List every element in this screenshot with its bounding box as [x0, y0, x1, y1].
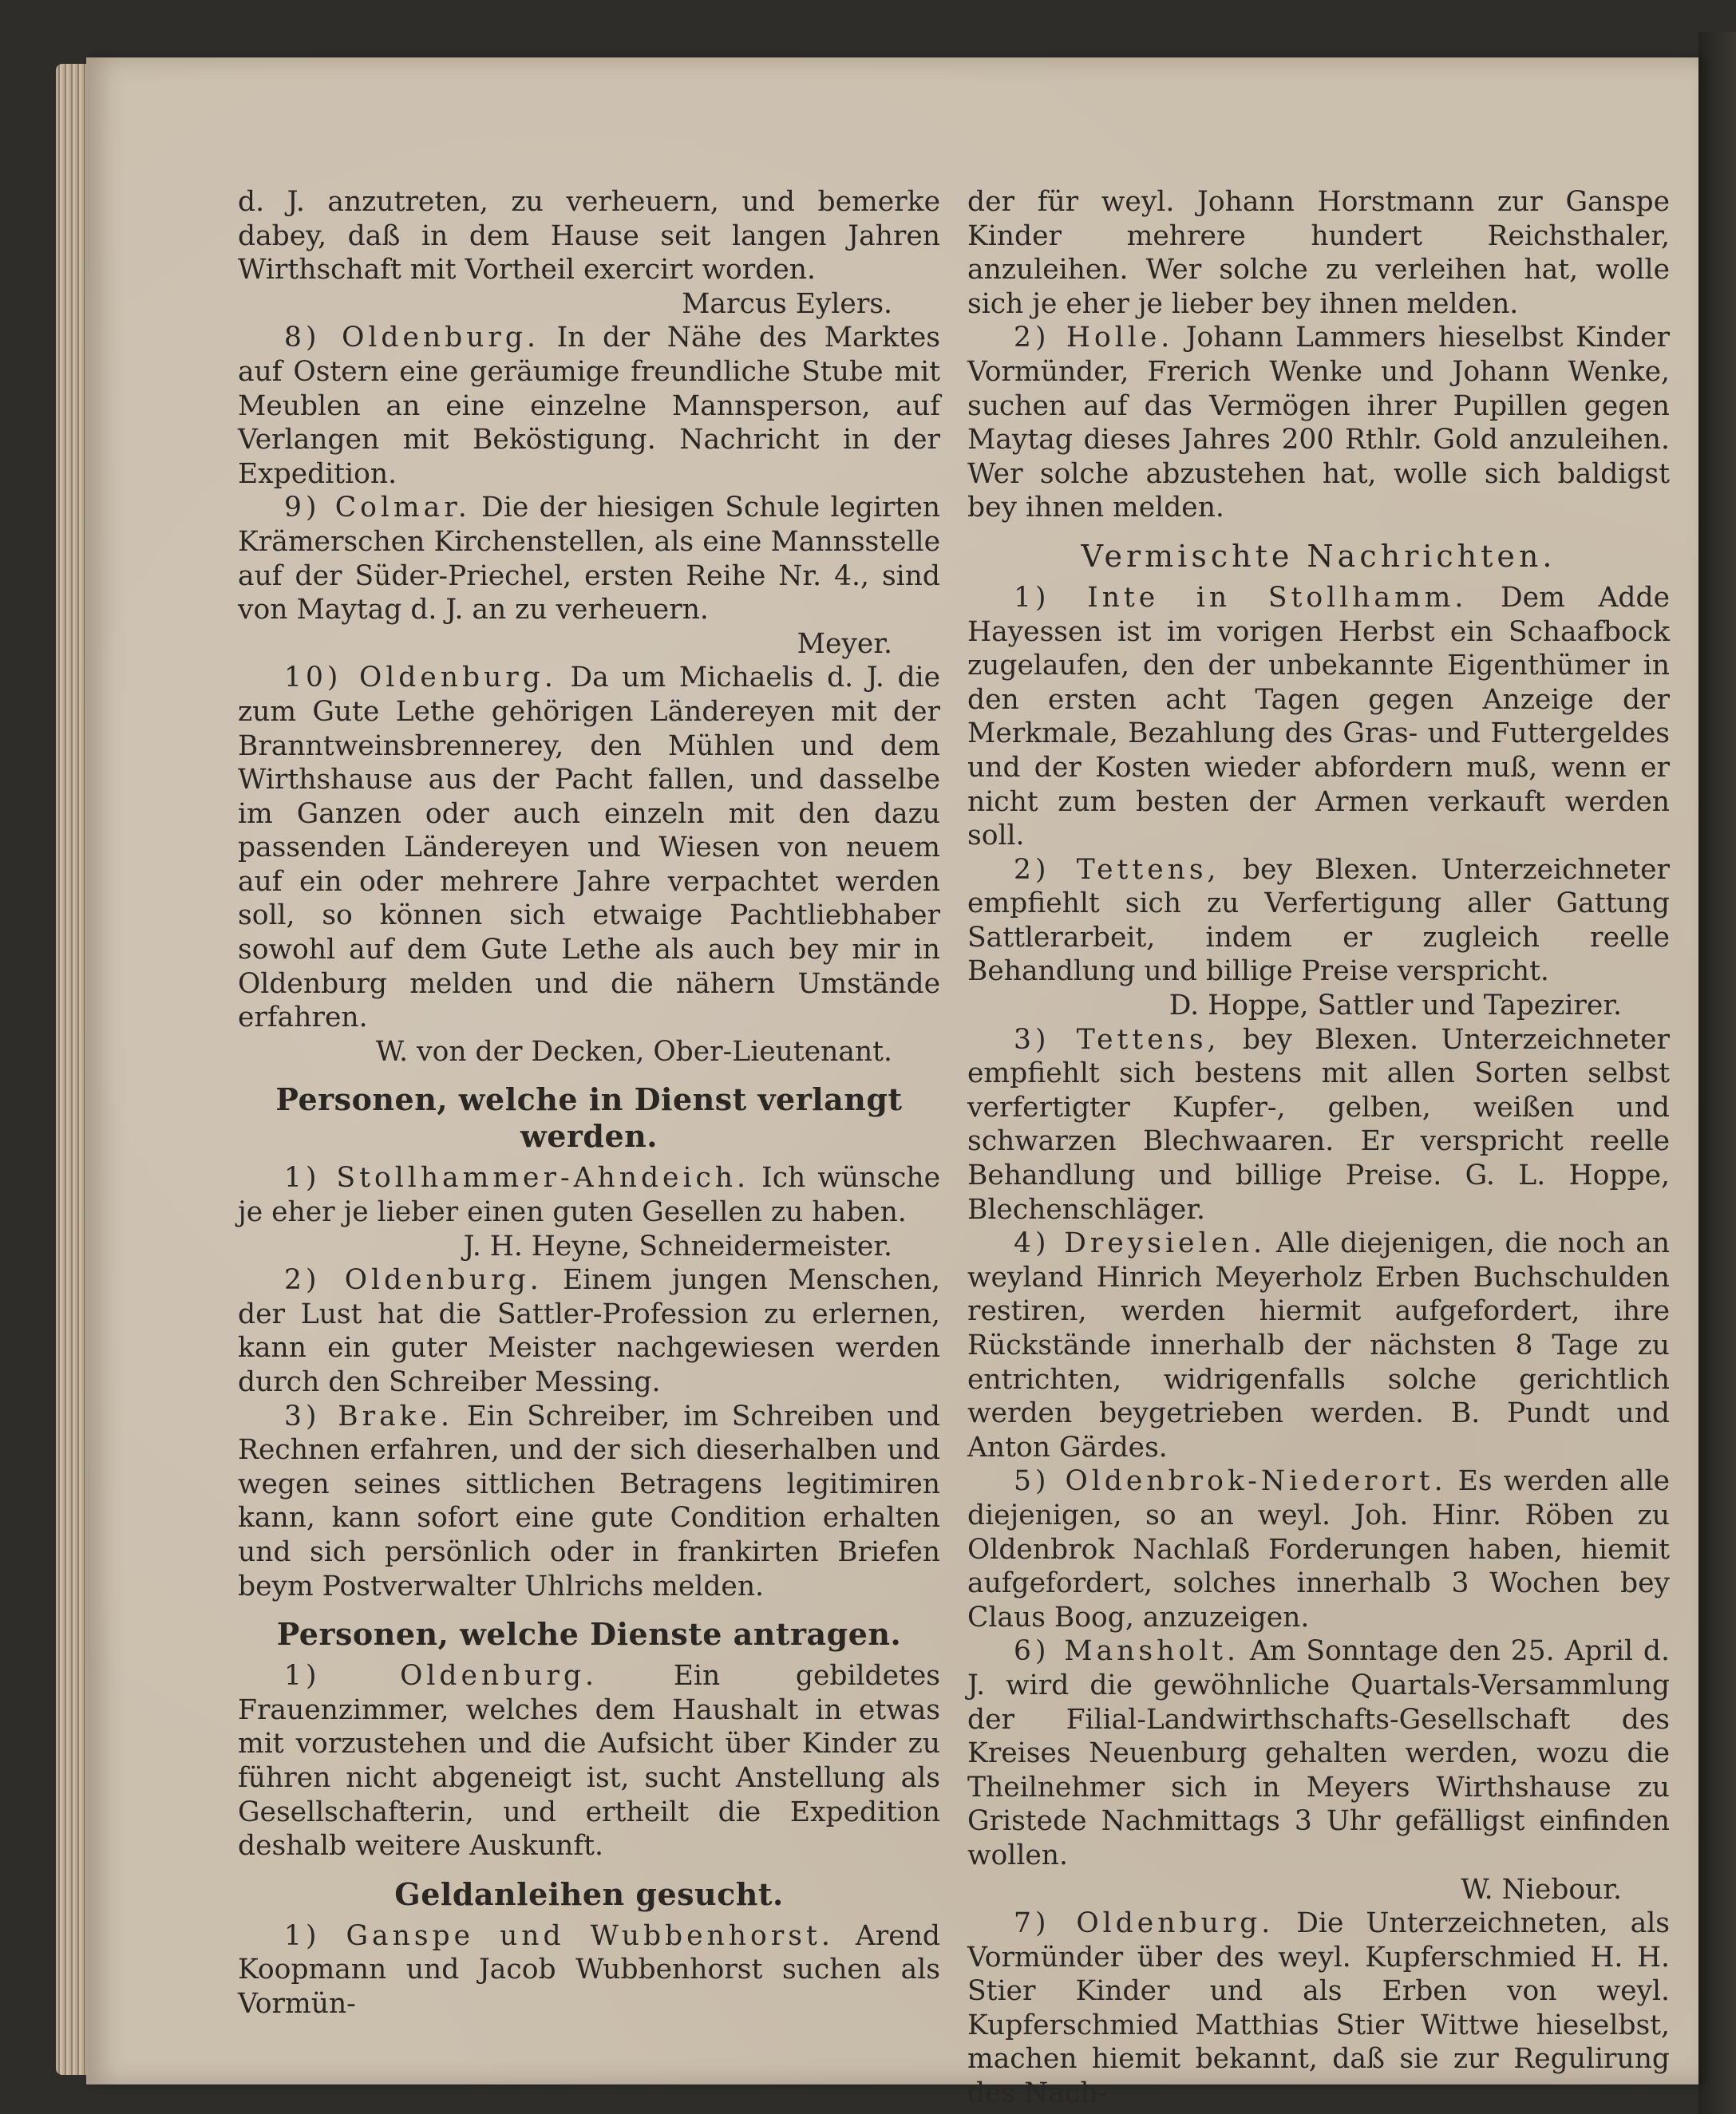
notice-text: bey Blexen. Unterzeichneter empfiehlt sich zu Verfertigung aller Gattung Sattlerarbeit, indem er zugleich reelle Behandlung und billige Preise verspricht.	[967, 853, 1670, 988]
section-heading: Vermischte Nachrichten.	[1081, 538, 1556, 574]
notice-entry	[238, 321, 940, 491]
notice-place: 1) Ganspe und Wubbenhorst.	[284, 1919, 834, 1952]
notice-place: 6) Mansholt.	[1014, 1635, 1240, 1668]
notice-text: Arend Koopmann und Jacob Wubbenhorst suchen als Vormün-	[238, 1919, 940, 2020]
notice-entry	[238, 661, 940, 1035]
notice-entry	[238, 1919, 940, 2021]
notice-text: Dem Adde Hayessen ist im vorigen Herbst ein Schaafbock zugelaufen, den der unbekannte Eigenthümer in den ersten acht Tagen gegen Anzeige der Merkmale, Bezahlung des Gras- und Futtergeldes und der Kosten wieder abfordern muß, wenn er nicht zum besten der Armen verkauft werden soll.	[967, 581, 1670, 852]
notice-entry	[238, 1659, 940, 1863]
notice-place: 1) Oldenburg.	[284, 1660, 599, 1693]
notice-entry	[967, 1464, 1670, 1634]
notice-entry	[967, 581, 1670, 853]
section-heading: Personen, welche in Dienst verlangt werden.	[275, 1081, 903, 1155]
notice-place: 5) Oldenbrok-Niederort.	[1014, 1465, 1447, 1498]
notice-entry	[967, 321, 1670, 525]
notice-entry	[967, 1227, 1670, 1464]
notice-text: Die der hiesigen Schule legirten Krämerschen Kirchenstellen, als eine Mannsstelle auf der Süder-Priechel, ersten Reihe Nr. 4., sind von Maytag d. J. an zu verheuern.	[238, 492, 941, 626]
notice-place: 2) Oldenburg.	[284, 1264, 543, 1297]
notice-place: 1) Stollhammer-Ahndeich.	[284, 1162, 750, 1195]
notice-place: 1) Inte in Stollhamm.	[1014, 581, 1468, 614]
section-heading: Personen, welche Dienste antragen.	[276, 1616, 902, 1653]
notice-place: 3) Brake.	[284, 1400, 453, 1432]
notice-text: Es werden alle diejenigen, so an weyl. Joh. Hinr. Röben zu Oldenbrok Nachlaß Forderungen haben, hiemit aufgefordert, solches innerhalb 3 Wochen bey Claus Boog, anzuzeigen.	[967, 1465, 1670, 1634]
notice-entry	[967, 1023, 1670, 1227]
notice-place: 9) Colmar.	[284, 492, 471, 524]
notice-place: 4) Dreysielen.	[1014, 1227, 1267, 1260]
notice-place: 2) Tettens,	[1014, 853, 1220, 886]
section-heading: Geldanleihen gesucht.	[394, 1875, 784, 1912]
signature: W. von der Decken, Ober-Lieutenant.	[375, 1035, 892, 1068]
notice-text: In der Nähe des Marktes auf Ostern eine geräumige freundliche Stube mit Meublen an eine einzelne Mannsperson, auf Verlangen mit Beköstigung. Nachricht in der Expedition.	[238, 322, 940, 490]
right-column	[967, 185, 1670, 2111]
notice-place: 10) Oldenburg.	[284, 662, 557, 694]
continued-text: d. J. anzutreten, zu verheuern, und bemerke dabey, daß in dem Hause seit langen Jahren Wirthschaft mit Vortheil exercirt worden.	[238, 186, 940, 286]
continued-text: der für weyl. Johann Horstmann zur Ganspe Kinder mehrere hundert Reichsthaler, anzuleihen. Wer solche zu verleihen hat, wolle sich je eher je lieber bey ihnen melden.	[967, 186, 1670, 320]
left-column	[238, 185, 940, 2021]
signature: Meyer.	[797, 627, 892, 660]
signature: J. H. Heyne, Schneidermeister.	[463, 1230, 892, 1262]
notice-text: Da um Michaelis d. J. die zum Gute Lethe gehörigen Ländereyen mit der Branntweinsbrennerey, den Mühlen und dem Wirthshause aus der Pacht fallen, und dasselbe im Ganzen oder auch einzeln mit den dazu passenden Ländereyen und Wiesen von neuem auf ein oder mehrere Jahre verpachtet werden soll, so können sich etwaige Pachtliebhaber sowohl auf dem Gute Lethe als auch bey mir in Oldenburg melden und die nähern Umstände erfahren.	[238, 662, 941, 1034]
notice-text: Ein gebildetes Frauenzimmer, welches dem Haushalt in etwas mit vorzustehen und die Aufsicht über Kinder zu führen nicht abgeneigt ist, sucht Anstellung als Gesellschafterin, und ertheilt die Expedition deshalb weitere Auskunft.	[238, 1660, 941, 1863]
notice-entry	[238, 1161, 940, 1229]
notice-place: 2) Holle.	[1014, 322, 1174, 354]
notice-text: Alle diejenigen, die noch an weyland Hinrich Meyerholz Erben Buchschulden restiren, werden hiermit aufgefordert, ihre Rückstände innerhalb der nächsten 8 Tage zu entrichten, widrigenfalls solche gerichtlich werden beygetrieben werden. B. Pundt und Anton Gärdes.	[967, 1227, 1670, 1464]
notice-text: Einem jungen Menschen, der Lust hat die Sattler-Profession zu erlernen, kann ein guter Meister nachgewiesen werden durch den Schreiber Messing.	[238, 1264, 941, 1398]
notice-text: Am Sonntage den 25. April d. J. wird die gewöhnliche Quartals-Versammlung der Filial-Landwirthschafts-Gesellschaft des Kreises Neuenburg gehalten werden, wozu die Theilnehmer sich in Meyers Wirthshause zu Gristede Nachmittags 3 Uhr gefälligst einfinden wollen.	[967, 1635, 1670, 1871]
signature: D. Hoppe, Sattler und Tapezirer.	[1169, 990, 1622, 1022]
signature: Marcus Eylers.	[682, 287, 892, 320]
notice-place: 7) Oldenburg.	[1014, 1907, 1275, 1940]
notice-entry	[238, 1263, 940, 1399]
notice-entry	[967, 1907, 1670, 2111]
binding-shadow	[1698, 32, 1736, 2114]
notice-entry	[967, 1634, 1670, 1872]
notice-entry	[238, 491, 940, 626]
notice-text: Ich wünsche je eher je lieber einen guten Gesellen zu haben.	[238, 1162, 940, 1229]
notice-text: Ein Schreiber, im Schreiben und Rechnen erfahren, und der sich dieserhalben und wegen seines sittlichen Betragens legitimiren kann, kann sofort eine gute Condition erhalten und sich persönlich oder in frankirten Briefen beym Postverwalter Uhlrichs melden.	[238, 1400, 940, 1602]
notice-entry	[238, 1400, 940, 1604]
notice-text: Die Unterzeichneten, als Vormünder über des weyl. Kupferschmied H. H. Stier Kinder und als Erben von weyl. Kupferschmied Matthias Stier Wittwe hieselbst, machen hiemit bekannt, daß sie zur Regulirung des Nach-	[967, 1907, 1670, 2110]
notice-entry	[967, 853, 1670, 989]
notice-text: bey Blexen. Unterzeichneter empfiehlt sich bestens mit allen Sorten selbst verfertigter Kupfer-, gelben, weißen und schwarzen Blechwaaren. Er verspricht reelle Behandlung und billige Preise. G. L. Hoppe, Blechenschläger.	[967, 1023, 1670, 1226]
signature: W. Niebour.	[1461, 1873, 1622, 1906]
notice-place: 3) Tettens,	[1014, 1023, 1220, 1056]
notice-text: Johann Lammers hieselbst Kinder Vormünder, Frerich Wenke und Johann Wenke, suchen auf das Vermögen ihrer Pupillen gegen Maytag dieses Jahres 200 Rthlr. Gold anzuleihen. Wer solche abzustehen hat, wolle sich baldigst bey ihnen melden.	[967, 322, 1671, 524]
notice-place: 8) Oldenburg.	[284, 322, 540, 354]
